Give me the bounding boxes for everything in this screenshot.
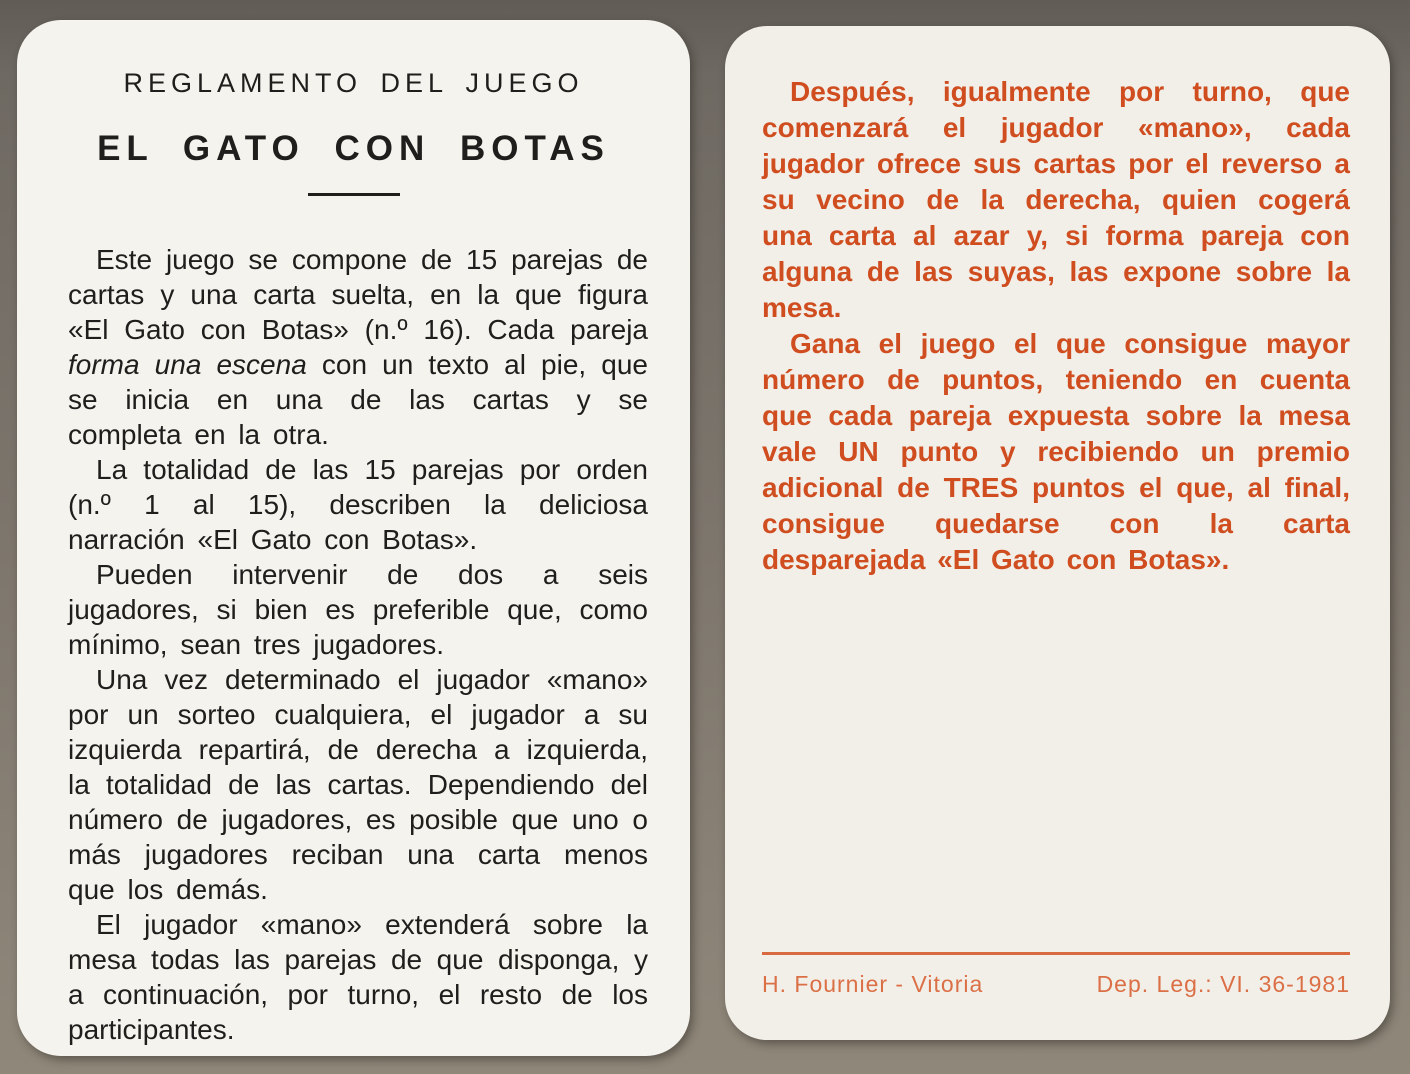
footer-divider (762, 952, 1350, 955)
rules-paragraph: La totalidad de las 15 parejas por orden (n.º 1 al 15), describen la deliciosa narración «El Gato con Botas». (68, 454, 648, 555)
card-title: EL GATO CON BOTAS (97, 129, 610, 168)
rules-paragraph (68, 242, 648, 452)
rules-paragraph: El jugador «mano» extenderá sobre la mesa todas las parejas de que disponga, y a continuación, por turno, el resto de los participantes. (68, 909, 648, 1045)
italic-phrase: forma una escena (68, 349, 307, 380)
footer-credits (762, 971, 1350, 998)
legal-deposit: Dep. Leg.: VI. 36-1981 (1096, 971, 1350, 997)
rules-card-front (17, 20, 690, 1056)
rules-text-block-back (725, 26, 1390, 578)
rules-paragraph: Una vez determinado el jugador «mano» por un sorteo cualquiera, el jugador a su izquierda repartirá, de derecha a izquierda, la totalidad de las cartas. Dependiendo del número de jugadores, es posible que uno o más jugadores reciban una carta menos que los demás. (68, 664, 648, 905)
rules-paragraph: Pueden intervenir de dos a seis jugadores, si bien es preferible que, como mínimo, sean tres jugadores. (68, 559, 648, 660)
paragraph-segment: Este juego se compone de 15 parejas de cartas y una carta suelta, en la que figura «El Gato con Botas» (n.º 16). Cada pareja (68, 244, 648, 345)
card-footer (762, 952, 1350, 998)
paragraph-segment: con un texto al pie, que se inicia en una de las cartas y se completa en la otra. (68, 349, 649, 450)
card-kicker: REGLAMENTO DEL JUEGO (123, 68, 584, 98)
rules-card-back (725, 26, 1390, 1040)
title-divider (308, 193, 400, 196)
rules-paragraph: Después, igualmente por turno, que comenzará el jugador «mano», cada jugador ofrece sus cartas por el reverso a su vecino de la derecha, quien cogerá una carta al azar y, si forma pareja con alguna de las suyas, las expone sobre la mesa. (762, 76, 1350, 323)
rules-paragraph: Gana el juego el que consigue mayor número de puntos, teniendo en cuenta que cada pareja expuesta sobre la mesa vale UN punto y recibiendo un premio adicional de TRES puntos el que, al final, consigue quedarse con la carta desparejada «El Gato con Botas». (762, 328, 1350, 575)
publisher-credit: H. Fournier - Vitoria (762, 971, 984, 997)
rules-text-block-front (17, 242, 690, 1047)
